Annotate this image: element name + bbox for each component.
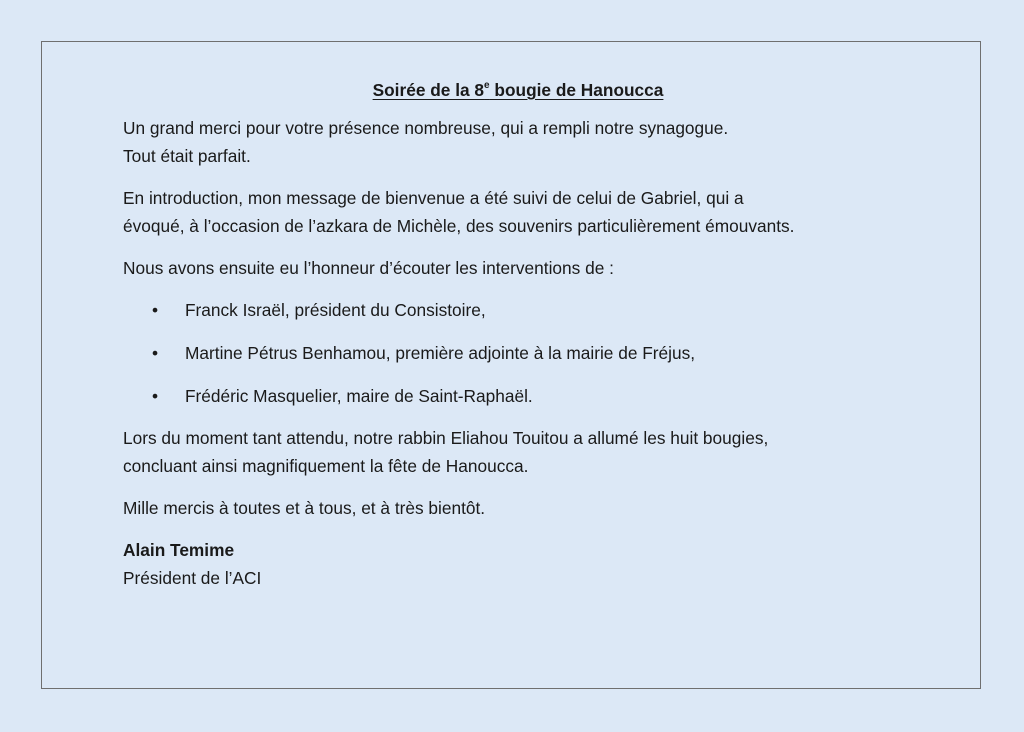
candles-paragraph — [123, 424, 913, 480]
list-item — [123, 382, 913, 410]
candles-line-1: Lors du moment tant attendu, notre rabbin Eliahou Touitou a allumé les huit bougies, — [123, 428, 769, 448]
bullet-icon: • — [152, 386, 159, 406]
title-superscript: e — [484, 80, 490, 92]
signature-block — [123, 536, 913, 592]
intro-paragraph — [123, 114, 913, 170]
welcome-line-1: En introduction, mon message de bienvenue a été suivi de celui de Gabriel, qui a — [123, 188, 744, 208]
document-frame — [41, 41, 981, 689]
intro-line-1: Un grand merci pour votre présence nombreuse, qui a rempli notre synagogue. — [123, 118, 729, 138]
thanks-paragraph: Mille mercis à toutes et à tous, et à très bientôt. — [123, 498, 486, 518]
title-prefix: Soirée de la 8 — [372, 80, 485, 100]
bullet-icon: • — [152, 300, 159, 320]
speakers-intro-paragraph: Nous avons ensuite eu l’honneur d’écouter les interventions de : — [123, 258, 614, 278]
document-title — [123, 76, 913, 104]
document-body — [123, 62, 913, 592]
speaker-text: Frédéric Masquelier, maire de Saint-Raphaël. — [185, 386, 533, 406]
speaker-text: Franck Israël, président du Consistoire, — [185, 300, 486, 320]
title-text — [373, 80, 664, 100]
welcome-paragraph — [123, 184, 913, 240]
list-item — [123, 296, 913, 324]
list-item — [123, 339, 913, 367]
welcome-line-2: évoqué, à l’occasion de l’azkara de Michèle, des souvenirs particulièrement émouvants. — [123, 216, 795, 236]
signature-role: Président de l’ACI — [123, 568, 262, 588]
speaker-text: Martine Pétrus Benhamou, première adjointe à la mairie de Fréjus, — [185, 343, 696, 363]
bullet-icon: • — [152, 343, 159, 363]
candles-line-2: concluant ainsi magnifiquement la fête de Hanoucca. — [123, 456, 529, 476]
title-suffix: bougie de Hanoucca — [489, 80, 664, 100]
intro-line-2: Tout était parfait. — [123, 146, 251, 166]
speakers-list — [123, 296, 913, 410]
signature-name: Alain Temime — [123, 540, 235, 560]
